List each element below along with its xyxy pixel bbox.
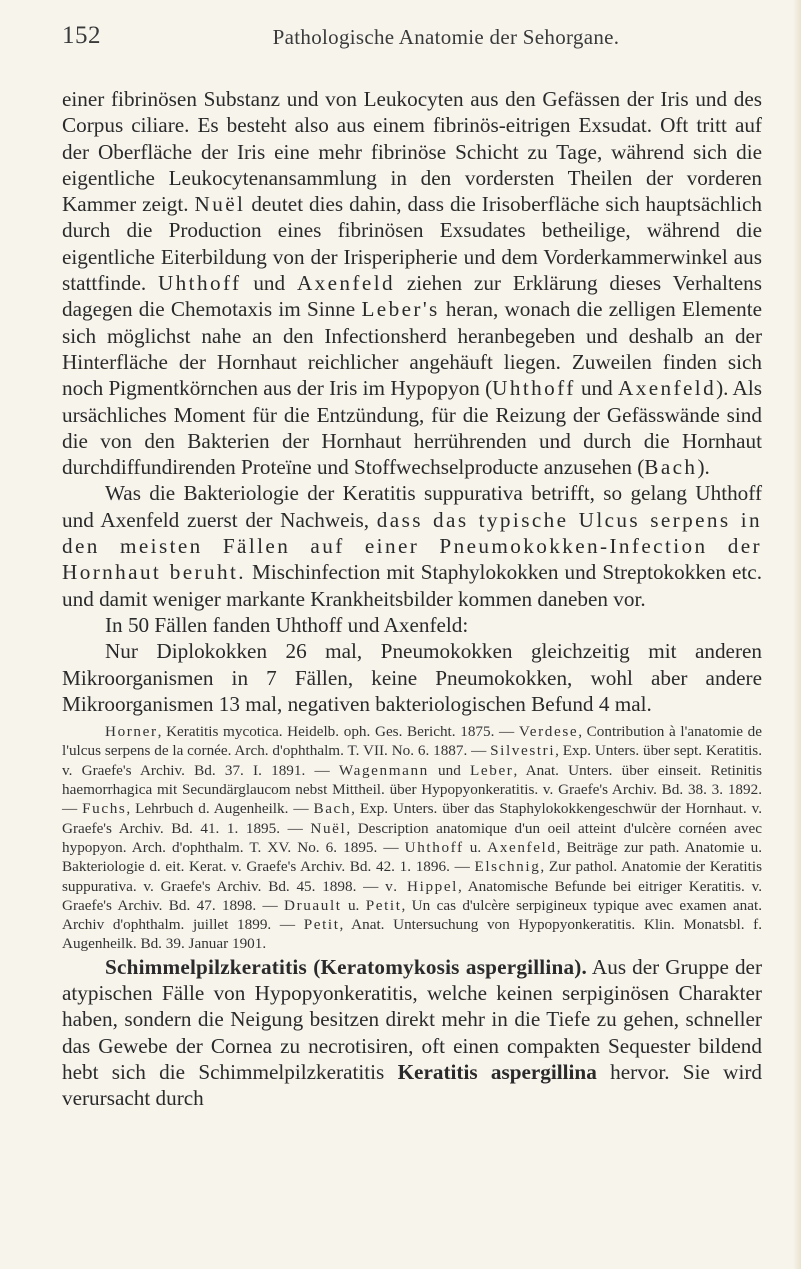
author-name: Axenfeld — [487, 838, 557, 856]
text-run: einer fibrinösen Substanz und von Leukocyten aus den Gefässen der Iris und des Corpus ciliare. Es besteht also aus einem fibrinös-eitrigen Exsudat. Oft tritt auf der Oberfläche der Iris eine mehr fibrinöse Schicht zu Tage, während sich die eigentliche Leukocytenansammlung in den vordersten Theilen der vorderen Kammer zeigt. — [62, 87, 762, 217]
author-name: Druault — [284, 896, 342, 914]
text-run: In 50 Fällen fanden — [105, 612, 276, 637]
paragraph-3 — [62, 612, 762, 638]
author-name: Bach — [644, 455, 698, 480]
text-run: Was die Bakteriologie der Keratitis suppurativa betrifft, so gelang — [105, 481, 696, 506]
author-name: Uhthoff — [404, 838, 464, 856]
text-run: , Keratitis mycotica. Heidelb. oph. Ges. Bericht. 1875. — — [157, 723, 519, 741]
text-run: , Anat. Unters. über einseit. Retinitis haemorrhagica mit Secundärglaucom nebst Mittheil. über Hypopyonkeratitis. v. Graefe's Archiv. Bd. 38. 3. 1892. — — [62, 761, 762, 818]
text-run: zuerst der Nachweis, — [179, 507, 377, 532]
text-run: ziehen zur Erklärung dieses Verhaltens dagegen die Chemotaxis im Sinne — [62, 271, 763, 322]
text-run: und — [241, 271, 297, 296]
paragraph-2 — [62, 480, 762, 611]
paragraph-1 — [62, 86, 762, 480]
author-name: Uhthoff — [157, 271, 242, 296]
text-run: ). — [697, 455, 710, 480]
author-name: Axenfeld — [296, 271, 395, 296]
text-run: , Exp. Unters. über sept. Keratitis. v. Graefe's Archiv. Bd. 37. I. 1891. — — [62, 742, 762, 779]
section-heading: Schimmelpilzkeratitis (Keratomykosis aspergillina). — [105, 954, 587, 979]
text-run: , Anat. Untersuchung von Hypopyonkeratitis. Klin. Monatsbl. f. Augenheilk. Bd. 39. Januar 1901. — [62, 916, 762, 953]
author-name: Axenfeld — [100, 507, 180, 532]
text-run: , Beiträge zur path. Anatomie u. Bakteriologie d. eit. Kerat. v. Graefe's Archiv. Bd. 42. 1. 1896. — — [62, 838, 762, 876]
text-run: und — [342, 612, 384, 637]
author-name: Axenfeld — [383, 612, 463, 637]
author-name: Horner — [105, 723, 158, 741]
text-run: u. — [341, 896, 366, 914]
paragraph-5 — [62, 954, 762, 1112]
text-run: , Exp. Unters. über das Staphylokokkengeschwür der Hornhaut. v. Graefe's Archiv. Bd. 41. 1. 1895. — — [62, 800, 762, 837]
text-run: Aus der Gruppe der atypischen Fälle von Hypopyonkeratitis, welche keinen serpiginösen Charakter haben, sondern die Neigung besitzen direkt mehr in die Tiefe zu gehen, schneller das Gewebe der Cornea zu necrotisiren, oft einen compakten Sequester bildend hebt sich die Schimmelpilzkeratitis — [62, 954, 762, 1084]
text-run: und — [62, 507, 101, 532]
text-run: heran, wonach die zelligen Elemente sich möglichst nahe an den Infectionsherd heranbegeben und deshalb an der Hinterfläche der Hornhaut reichlicher angehäuft liegen. Zuweilen finden sich noch Pigmentkörnchen aus der Iris im Hypopyon ( — [62, 297, 762, 401]
author-name: Nuël — [310, 819, 347, 837]
author-name: Fuchs — [82, 800, 127, 818]
author-name: Axenfeld — [618, 376, 717, 401]
page-edge-shadow — [793, 0, 801, 1269]
author-name: Uhthoff — [275, 612, 343, 637]
text-run: , Anatomische Befunde bei eitriger Keratitis. v. Graefe's Archiv. Bd. 47. 1898. — — [62, 877, 762, 914]
text-run: , Zur pathol. Anatomie der Keratitis suppurativa. v. Graefe's Archiv. Bd. 45. 1898. — — [62, 858, 762, 895]
running-title: Pathologische Anatomie der Sehorgane. — [272, 25, 620, 49]
paragraph-4: Nur Diplokokken 26 mal, Pneumokokken gleichzeitig mit anderen Mikroorganismen in 7 Fällen, keine Pneumokokken, wohl aber andere Mikroorganismen 13 mal, negativen bakteriologischen Befund 4 mal. — [62, 639, 762, 716]
text-run: , Un cas d'ulcère serpigineux typique avec examen anat. Archiv d'ophthalm. juillet 1899. — — [62, 896, 762, 934]
page-header — [62, 22, 762, 52]
author-name: Nuël — [194, 192, 246, 217]
text-run: , Description anatomique d'un oeil atteint d'ulcère cornéen avec hypopyon. Arch. d'ophthalm. T. XV. No. 6. 1895. — — [62, 819, 762, 856]
text-run: und — [428, 761, 471, 779]
bold-term: Keratitis aspergillina — [397, 1059, 597, 1084]
text-run: u. — [463, 838, 488, 856]
text-run: hervor. Sie wird verursacht durch — [62, 1059, 762, 1111]
author-name: Leber — [470, 761, 514, 779]
author-name: Silvestri — [490, 742, 556, 760]
author-name: Verdese — [518, 723, 579, 741]
text-run: : — [462, 612, 469, 637]
author-name: Bach — [313, 800, 352, 818]
author-name: Petit — [303, 916, 340, 934]
text-run: ). Als ursächliches Moment für die Entzündung, für die Reizung der Gefässwände sind die von den Bakterien der Hornhaut herrührenden und durch die Hornhaut durchdiffundirenden Proteïne und Stoffwechselproducte anzusehen ( — [62, 376, 762, 480]
text-run: deutet dies dahin, dass die Irisoberfläche sich hauptsächlich durch die Production eines fibrinösen Exsudates betheilige, während die eigentliche Eiterbildung von der Irisperipherie und dem Vorderkammerwinkel aus stattfinde. — [62, 192, 762, 296]
author-name: Uhthoff — [492, 376, 576, 401]
text-run: und — [575, 376, 619, 401]
author-name: Leber's — [361, 297, 440, 322]
author-name: v. Hippel — [385, 877, 458, 895]
emphasized-finding: dass das typische Ulcus serpens in den meisten Fällen auf einer Pneumokokken-Infection der Hornhaut beruht. — [62, 507, 762, 585]
author-name: Petit — [365, 896, 402, 914]
text-run: , Contribution à l'anatomie de l'ulcus serpens de la cornée. Arch. d'ophthalm. T. VII. No. 6. 1887. — — [62, 723, 762, 760]
text-run: , Lehrbuch d. Augenheilk. — — [126, 800, 314, 818]
author-name: Wagenmann — [338, 761, 429, 779]
author-name: Uhthoff — [695, 481, 762, 506]
main-text — [62, 86, 762, 1111]
bibliography-note — [62, 722, 762, 954]
author-name: Elschnig — [474, 858, 541, 876]
text-run: Mischinfection mit Staphylokokken und Streptokokken etc. und damit weniger markante Krankheitsbilder kommen daneben vor. — [62, 560, 762, 611]
page-number: 152 — [62, 22, 101, 49]
